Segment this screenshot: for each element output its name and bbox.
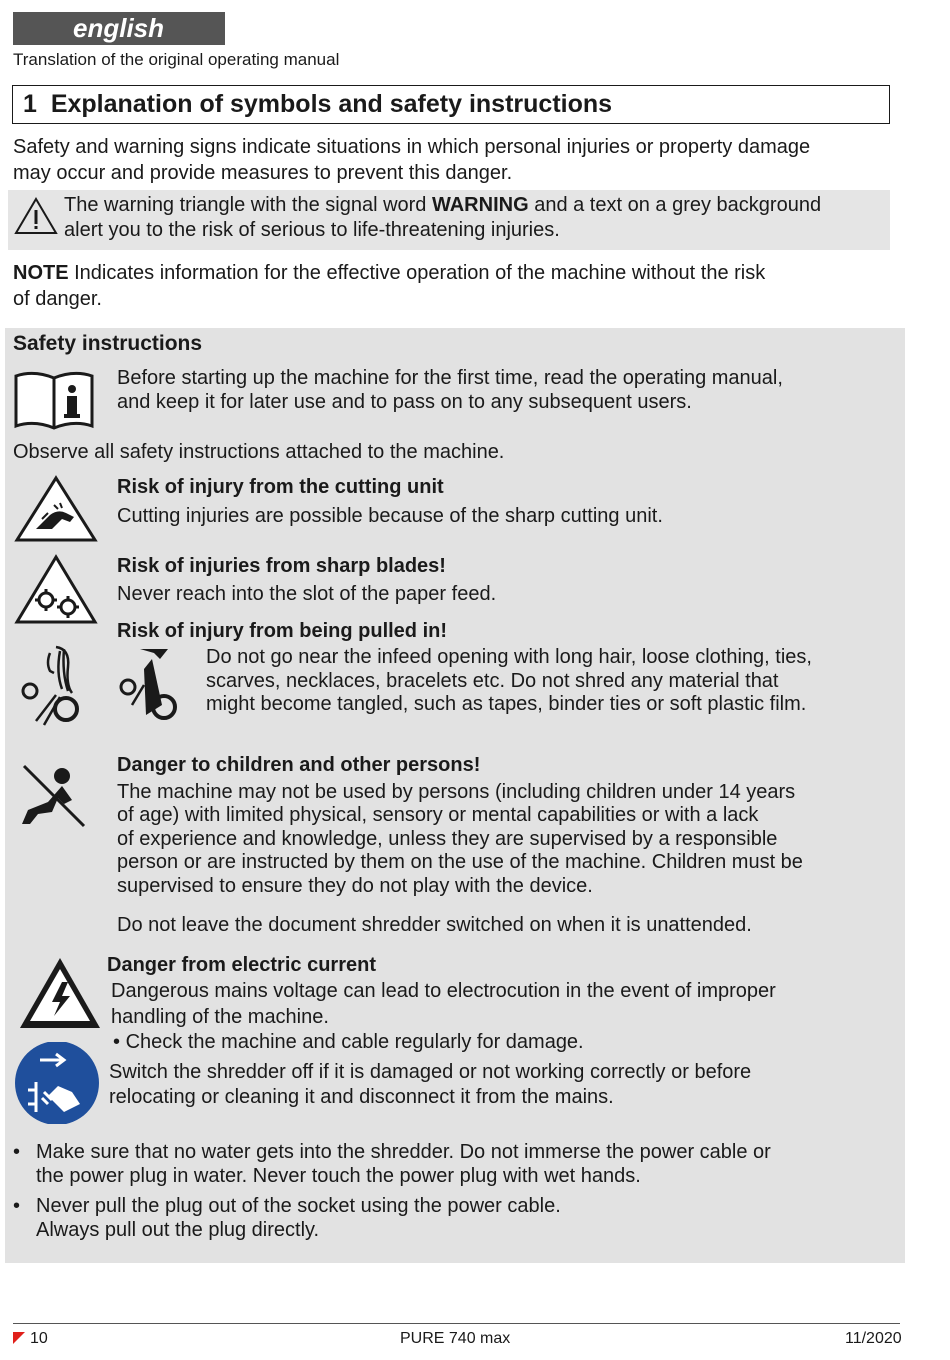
long-hair-hazard-icon: [16, 643, 88, 727]
cutting-block: [117, 473, 663, 531]
warning-text-pre: The warning triangle with the signal word: [64, 194, 432, 216]
unattended-text: Do not leave the document shredder switched on when it is unattended.: [117, 914, 752, 936]
section-number: 1: [23, 90, 37, 118]
note-label: NOTE: [13, 262, 69, 284]
bullet-marker: •: [13, 1195, 21, 1217]
children-line-5: supervised to ensure they do not play with the device.: [117, 874, 593, 897]
section-heading: [12, 85, 890, 124]
electric-title: Danger from electric current: [107, 954, 376, 976]
cutting-title: Risk of injury from the cutting unit: [117, 476, 444, 498]
switch-off-line-2: relocating or cleaning it and disconnect it from the mains.: [109, 1086, 614, 1108]
cutting-text: Cutting injuries are possible because of the sharp cutting unit.: [117, 505, 663, 527]
switch-off-text: [109, 1060, 751, 1110]
warning-explanation-line-2: alert you to the risk of serious to life-threatening injuries.: [64, 219, 560, 241]
page-marker-icon: [13, 1332, 25, 1344]
pulled-in-line-1: Do not go near the infeed opening with long hair, loose clothing, ties,: [206, 646, 812, 668]
bullet-marker: •: [13, 1141, 21, 1163]
children-line-4: person or are instructed by them on the use of the machine. Children must be: [117, 851, 803, 873]
note-text-1: Indicates information for the effective operation of the machine without the risk: [68, 262, 766, 284]
bullet-marker: •: [113, 1031, 121, 1053]
electric-hazard-icon: [18, 956, 102, 1030]
children-line-3: of experience and knowledge, unless they are supervised by a responsible: [117, 827, 778, 850]
page-number: 10: [30, 1330, 48, 1347]
warning-signal-word: WARNING: [431, 194, 529, 216]
model-name: PURE 740 max: [400, 1330, 511, 1347]
water-line-1: Make sure that no water gets into the shredder. Do not immerse the power cable or: [36, 1141, 771, 1163]
intro-line-1: Safety and warning signs indicate situations in which personal injuries or property damage: [13, 136, 811, 158]
electric-line-1: Dangerous mains voltage can lead to electrocution in the event of improper: [111, 980, 776, 1002]
electric-block: [107, 952, 776, 1054]
switch-off-line-1: Switch the shredder off if it is damaged or not working correctly or before: [109, 1061, 752, 1083]
warning-explanation-text: [64, 193, 821, 243]
section-title: Explanation of symbols and safety instructions: [50, 90, 613, 118]
blades-text: Never reach into the slot of the paper feed.: [117, 583, 497, 605]
tie-hazard-icon: [114, 645, 186, 727]
intro-paragraph: [13, 134, 810, 186]
children-line-2: of age) with limited physical, sensory or mental capabilities or with a lack: [117, 804, 759, 826]
water-line-2: the power plug in water. Never touch the power plug with wet hands.: [36, 1165, 641, 1187]
electric-bullet-text: Check the machine and cable regularly for damage.: [125, 1031, 584, 1053]
pulled-in-line-3: might become tangled, such as tapes, binder ties or soft plastic film.: [206, 693, 807, 715]
electric-line-2: handling of the machine.: [111, 1006, 329, 1028]
pulled-in-text: [206, 646, 812, 717]
language-tab: english: [13, 12, 225, 45]
note-paragraph: [13, 260, 765, 312]
read-manual-text: [117, 366, 783, 414]
children-block: [117, 754, 803, 898]
read-manual-line-2: and keep it for later use and to pass on to any subsequent users.: [117, 391, 692, 413]
no-children-icon: [18, 762, 90, 830]
rotating-blades-hazard-icon: [14, 554, 98, 626]
children-title: Danger to children and other persons!: [117, 754, 481, 776]
cutting-hazard-icon: [14, 475, 98, 543]
electric-bullet-item: [107, 1030, 776, 1054]
blades-title: Risk of injuries from sharp blades!: [117, 555, 446, 577]
warning-explanation-line-1: [64, 193, 821, 218]
note-line-1: [13, 260, 765, 286]
pulled-in-title: Risk of injury from being pulled in!: [117, 620, 448, 642]
footer-divider: [13, 1323, 900, 1324]
read-manual-icon: [12, 368, 96, 432]
warning-triangle-icon: [14, 196, 58, 236]
warning-text-post: and a text on a grey background: [528, 194, 822, 216]
water-bullet-item: [13, 1140, 771, 1188]
document-subtitle: Translation of the original operating manual: [13, 50, 340, 69]
plug-line-1: Never pull the plug out of the socket using the power cable.: [36, 1195, 561, 1217]
pulled-in-line-2: scarves, necklaces, bracelets etc. Do not shred any material that: [206, 669, 779, 692]
observe-text: Observe all safety instructions attached to the machine.: [13, 441, 505, 463]
document-date: 11/2020: [845, 1330, 902, 1347]
plug-bullet-item: [13, 1194, 561, 1242]
read-manual-line-1: Before starting up the machine for the first time, read the operating manual,: [117, 367, 783, 389]
intro-line-2: may occur and provide measures to prevent this danger.: [13, 162, 513, 184]
note-line-2: of danger.: [13, 288, 102, 310]
children-line-1: The machine may not be used by persons (including children under 14 years: [117, 780, 796, 803]
plug-line-2: Always pull out the plug directly.: [36, 1219, 320, 1241]
disconnect-mains-icon: [14, 1042, 100, 1124]
blades-block: [117, 552, 496, 608]
safety-heading: Safety instructions: [13, 332, 203, 355]
